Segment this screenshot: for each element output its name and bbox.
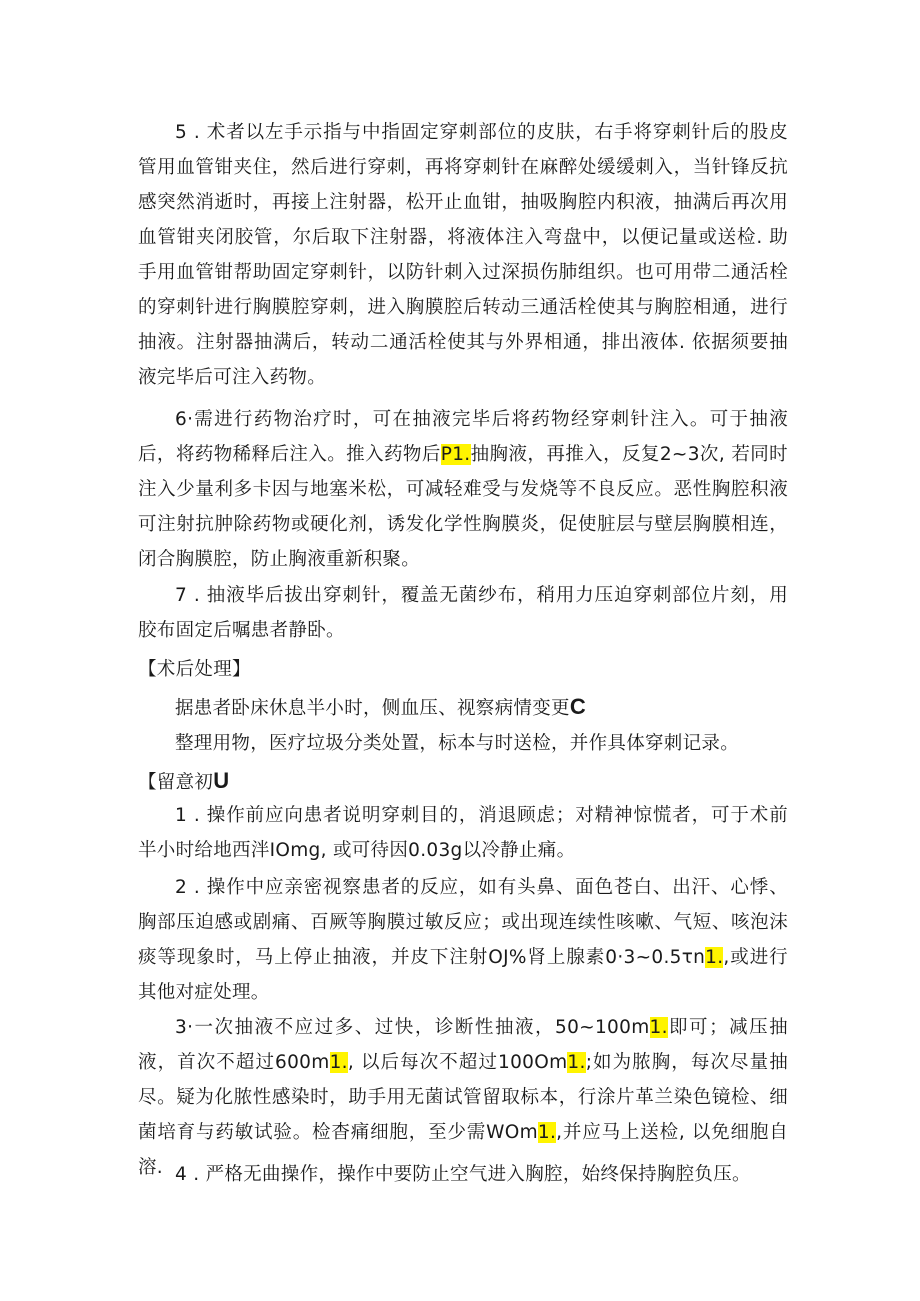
highlighted-text: 1. xyxy=(537,1122,557,1143)
paragraph-note-1 xyxy=(138,798,788,868)
notes-heading-tail: U xyxy=(213,768,230,793)
paragraph-text: 6·需进行药物治疗时，可在抽液完毕后将药物经穿刺针注入。可于抽液后，将药物稀释后注入。推入药物后 xyxy=(138,409,788,465)
paragraph-text: ;如为脓胸，每次尽量抽尽。疑为化脓性感染时，助手用无菌试管留取标本，行涂片革兰染色镜检、细菌培育与药敏试验。检杳痛细胞，至少需WOm xyxy=(138,1052,788,1143)
paragraph-text: 7 . 抽液毕后拔出穿刺针，覆盖无菌纱布，稍用力压迫穿刺部位片刻，用胶布固定后嘱患者静卧。 xyxy=(138,585,788,641)
notes-heading-text: 【留意初 xyxy=(138,772,214,793)
postop-line-2: 整理用物，医疗垃圾分类处置，标本与时送检，并作具体穿刺记录。 xyxy=(175,733,740,754)
paragraph-text: , 以后每次不超过100Om xyxy=(347,1052,568,1073)
paragraph-note-4 xyxy=(138,1157,788,1192)
paragraph-text: 5 . 术者以左手示指与中指固定穿刺部位的皮肤，右手将穿刺针后的股皮管用血管钳夹住，然后进行穿刺，再将穿刺针在麻醉处缓缓刺入，当针锋反抗感突然消逝时，再接上注射器，松开止血钳，抽吸胸腔内积液，抽满后再次用血管钳夹闭胶管，尔后取下注射器，将液体注入弯盘中，以便记量或送检. 助手用血管钳帮助固定穿刺针，以防针刺入过深损伤肺组织。也可用带二通活栓的穿刺针进行胸膜腔穿刺，进入胸膜腔后转动三通活栓使其与胸腔相通，进行抽液。注射器抽满后，转动二通活栓使其与外界相通，排出液体. 依据须要抽液完毕后可注入药物。 xyxy=(138,122,788,388)
paragraph-text: ,并应马上送检, 以免细胞自溶. xyxy=(138,1122,788,1178)
paragraph-text: 抽胸液，再推入，反复2~3次, 若同时注入少量利多卡因与地塞米松，可减轻难受与发烧等不良反应。恶性胸腔积液可注射抗肿除药物或硬化剂，诱发化学性胸膜炎，促使脏层与壁层胸膜相连，闭合胸膜腔，防止胸液重新积聚。 xyxy=(138,444,788,570)
paragraph-note-2 xyxy=(138,870,788,1010)
paragraph-text: ,或进行其他对症处理。 xyxy=(138,947,788,1003)
notes-heading xyxy=(138,763,229,800)
paragraph-text: 4 . 严格无曲操作，操作中要防止空气进入胸腔，始终保持胸腔负压。 xyxy=(175,1164,751,1185)
paragraph-step-5 xyxy=(138,115,788,395)
paragraph-text: 3·一次抽液不应过多、过快，诊断性抽液，50~100m xyxy=(175,1017,650,1038)
paragraph-step-6 xyxy=(138,402,788,577)
paragraph-step-7 xyxy=(138,578,788,648)
postop-line-1-tail: C xyxy=(569,694,587,719)
highlighted-text: 1. xyxy=(649,1017,668,1038)
highlighted-text: 1. xyxy=(329,1052,348,1073)
highlighted-text: 1. xyxy=(567,1052,586,1073)
paragraph-text: 2 . 操作中应亲密视察患者的反应，如有头鼻、面色苍白、出汗、心悸、胸部压迫感或剧痛、百厥等胸膜过敏反应；或出现连续性咳嗽、气短、咳泡沫痰等现象时，马上停止抽液，并皮下注射OJ%肾上腺素0·3~0.5τn xyxy=(138,877,788,968)
paragraph-text: 即可；减压抽液，首次不超过600m xyxy=(138,1017,788,1073)
postop-heading: 【术后处理】 xyxy=(138,659,251,680)
highlighted-text: 1. xyxy=(705,947,724,968)
postop-line-1-text: 据患者卧床休息半小时，侧血压、视察病情变更 xyxy=(175,698,570,719)
postop-line-1 xyxy=(175,689,586,726)
paragraph-text: 1 . 操作前应向患者说明穿刺目的，消退顾虑；对精神惊慌者，可于术前半小时给地西泮IOmg, 或可待因0.03g以冷静止痛。 xyxy=(138,805,788,861)
highlighted-text: P1. xyxy=(440,444,471,465)
